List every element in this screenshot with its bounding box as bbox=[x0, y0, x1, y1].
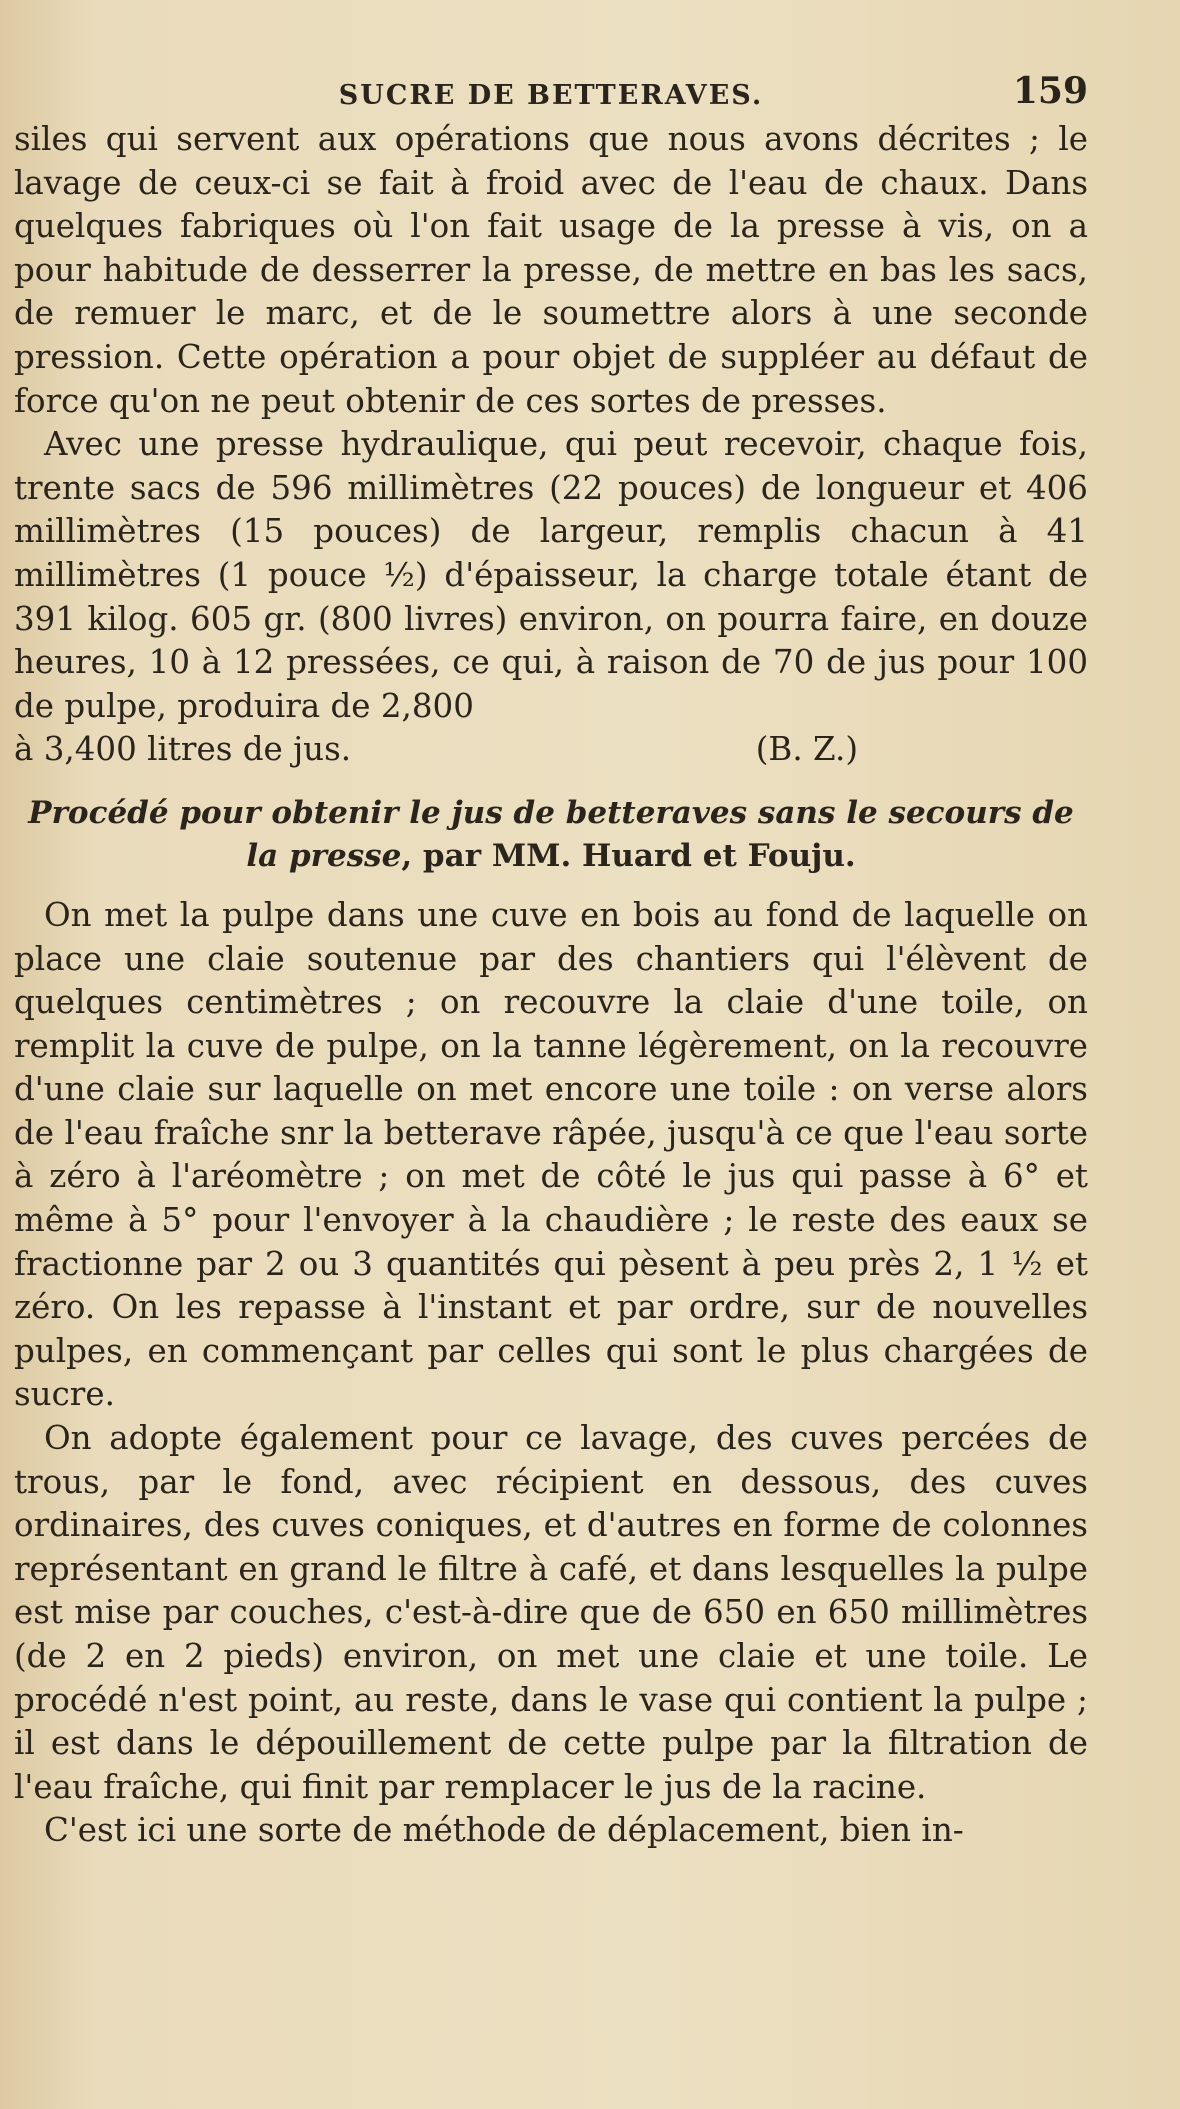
paragraph-3: On met la pulpe dans une cuve en bois au fond de laquelle on place une claie soutenue par des chantiers qui l'élèvent de quelques centimètres ; on recouvre la claie d'une toile, on remplit la cuve de pulpe, on la tanne légèrement, on la recouvre d'une claie sur laquelle on met encore une toile : on verse alors de l'eau fraîche snr la betterave râpée, jusqu'à ce que l'eau sorte à zéro à l'aréomètre ; on met de côté le jus qui passe à 6° et même à 5° pour l'envoyer à la chaudière ; le reste des eaux se fractionne par 2 ou 3 quantités qui pèsent à peu près 2, 1 ½ et zéro. On les repasse à l'instant et par ordre, sur de nouvelles pulpes, en commençant par celles qui sont le plus chargées de sucre. bbox=[14, 895, 1088, 1414]
paragraph-5: C'est ici une sorte de méthode de déplacement, bien in- bbox=[44, 1811, 964, 1850]
paragraph-1: siles qui servent aux opérations que nous avons décrites ; le lavage de ceux-ci se fait à froid avec de l'eau de chaux. Dans quelques fabriques où l'on fait usage de la presse à vis, on a pour habitude de desserrer la presse, de mettre en bas les sacs, de remuer le marc, et de le soumettre alors à une seconde pression. Cette opération a pour objet de suppléer au défaut de force qu'on ne peut obtenir de ces sortes de presses. bbox=[14, 120, 1088, 420]
paragraph-4: On adopte également pour ce lavage, des cuves percées de trous, par le fond, avec récipient en dessous, des cuves ordinaires, des cuves coniques, et d'autres en forme de colonnes représentant en grand le filtre à café, et dans lesquelles la pulpe est mise par couches, c'est-à-dire que de 650 en 650 millimètres (de 2 en 2 pieds) environ, on met une claie et une toile. Le procédé n'est point, au reste, dans le vase qui contient la pulpe ; il est dans le dépouillement de cette pulpe par la filtration de l'eau fraîche, qui finit par remplacer le jus de la racine. bbox=[14, 1419, 1088, 1806]
section-title bbox=[14, 792, 1088, 878]
page-number: 159 bbox=[1012, 70, 1088, 112]
paragraph-2-end: à 3,400 litres de jus. bbox=[14, 730, 352, 769]
running-title: SUCRE DE BETTERAVES. bbox=[338, 80, 764, 111]
section-title-italic: Procédé pour obtenir le jus de betteraves sans le secours de la presse bbox=[28, 794, 1074, 874]
body-text bbox=[14, 118, 1088, 1853]
running-head bbox=[14, 62, 1088, 114]
section-title-authors: , par MM. Huard et Fouju. bbox=[401, 837, 856, 874]
paragraph-2: Avec une presse hydraulique, qui peut recevoir, chaque fois, trente sacs de 596 millimètres (22 pouces) de longueur et 406 millimètres (15 pouces) de largeur, remplis chacun à 41 millimètres (1 pouce ½) d'épaisseur, la charge totale étant de 391 kilog. 605 gr. (800 livres) environ, on pourra faire, en douze heures, 10 à 12 pressées, ce qui, à raison de 70 de jus pour 100 de pulpe, produira de 2,800 bbox=[14, 425, 1088, 725]
signature: (B. Z.) bbox=[755, 730, 858, 769]
paragraph-2-last-line bbox=[14, 728, 1088, 772]
